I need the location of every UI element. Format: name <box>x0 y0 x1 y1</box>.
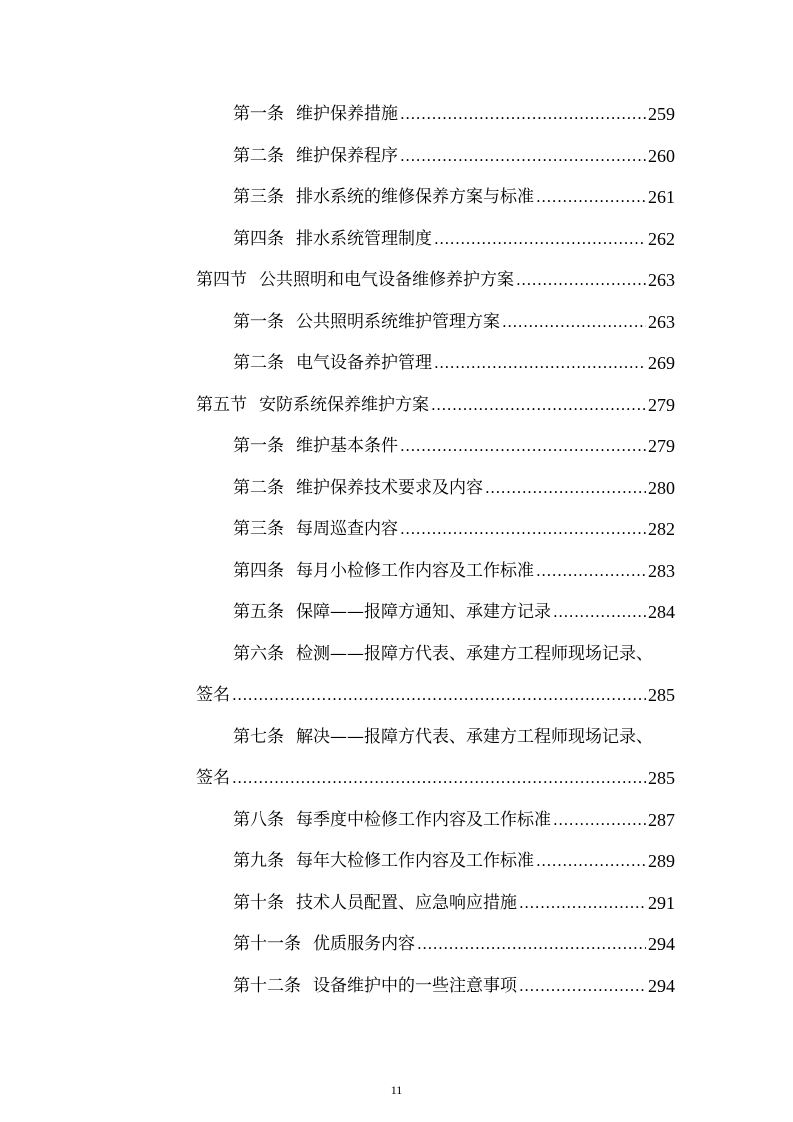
leader-dots <box>434 352 646 374</box>
toc-entry-page: 263 <box>648 312 675 332</box>
toc-entry[interactable] <box>233 884 675 914</box>
leader-dots <box>553 601 646 623</box>
toc-entry[interactable] <box>233 95 675 125</box>
toc-entry-number: 第十条 <box>233 893 284 913</box>
leader-dots <box>232 767 646 789</box>
toc-entry[interactable] <box>233 427 675 457</box>
toc-entry-number: 第一条 <box>233 104 284 124</box>
toc-entry-page: 285 <box>648 768 675 788</box>
toc-entry-title: 维护保养措施 <box>296 104 398 124</box>
toc-entry-number: 第二条 <box>233 478 284 498</box>
toc-section-entry[interactable] <box>196 261 675 291</box>
leader-dots <box>400 145 646 167</box>
toc-entry[interactable] <box>233 137 675 167</box>
toc-entry-title: 安防系统保养维护方案 <box>259 395 429 415</box>
toc-entry-number: 第十一条 <box>233 934 301 954</box>
toc-entry-number: 第三条 <box>233 187 284 207</box>
toc-entry-title: 维护保养技术要求及内容 <box>296 478 483 498</box>
leader-dots <box>232 684 646 706</box>
toc-entry-page: 260 <box>648 146 675 166</box>
leader-dots <box>536 850 646 872</box>
toc-entry[interactable] <box>233 635 675 665</box>
toc-entry-title: 优质服务内容 <box>313 934 415 954</box>
leader-dots <box>519 892 646 914</box>
toc-entry[interactable] <box>233 469 675 499</box>
toc-entry-title: 解决——报障方代表、承建方工程师现场记录、 <box>296 727 653 747</box>
toc-entry-title: 维护保养程序 <box>296 146 398 166</box>
toc-entry-title: 维护基本条件 <box>296 436 398 456</box>
toc-entry-number: 第五节 <box>196 395 247 415</box>
toc-entry-page: 279 <box>648 395 675 415</box>
leader-dots <box>417 933 646 955</box>
leader-dots <box>431 394 646 416</box>
toc-entry-title: 电气设备养护管理 <box>296 353 432 373</box>
toc-entry-page: 287 <box>648 810 675 830</box>
leader-dots <box>516 269 646 291</box>
toc-entry-page: 262 <box>648 229 675 249</box>
toc-entry[interactable] <box>233 842 675 872</box>
toc-entry[interactable] <box>233 925 675 955</box>
toc-entry-title: 每季度中检修工作内容及工作标准 <box>296 810 551 830</box>
toc-entry-number: 第五条 <box>233 602 284 622</box>
toc-entry-page: 294 <box>648 976 675 996</box>
toc-entry[interactable] <box>233 303 675 333</box>
toc-entry-number: 第四节 <box>196 270 247 290</box>
toc-entry-number: 第二条 <box>233 353 284 373</box>
toc-entry-page: 263 <box>648 270 675 290</box>
toc-entry[interactable] <box>233 178 675 208</box>
toc-entry-title: 检测——报障方代表、承建方工程师现场记录、 <box>296 644 653 664</box>
toc-entry-page: 279 <box>648 436 675 456</box>
toc-entry-number: 第六条 <box>233 644 284 664</box>
toc-entry[interactable] <box>233 718 675 748</box>
toc-entry-title: 每周巡查内容 <box>296 519 398 539</box>
leader-dots <box>519 975 646 997</box>
toc-entry-number: 第二条 <box>233 146 284 166</box>
toc-entry-title-continued: 签名 <box>196 768 230 788</box>
toc-entry-page: 285 <box>648 685 675 705</box>
toc-entry-number: 第八条 <box>233 810 284 830</box>
toc-entry-page: 289 <box>648 851 675 871</box>
toc-entry[interactable] <box>233 593 675 623</box>
leader-dots <box>485 477 646 499</box>
toc-entry-number: 第十二条 <box>233 976 301 996</box>
toc-entry-page: 294 <box>648 934 675 954</box>
leader-dots <box>502 311 646 333</box>
toc-entry-page: 291 <box>648 893 675 913</box>
toc-entry-title: 排水系统的维修保养方案与标准 <box>296 187 534 207</box>
toc-entry[interactable] <box>233 220 675 250</box>
leader-dots <box>400 103 646 125</box>
toc-entry[interactable] <box>233 801 675 831</box>
toc-entry-page: 259 <box>648 104 675 124</box>
toc-entry-number: 第九条 <box>233 851 284 871</box>
toc-entry-page: 269 <box>648 353 675 373</box>
toc-entry[interactable] <box>233 552 675 582</box>
toc-entry-page: 284 <box>648 602 675 622</box>
leader-dots <box>434 228 646 250</box>
toc-entry-title: 公共照明系统维护管理方案 <box>296 312 500 332</box>
toc-entry-title: 保障——报障方通知、承建方记录 <box>296 602 551 622</box>
toc-entry-title-continued: 签名 <box>196 685 230 705</box>
leader-dots <box>400 518 646 540</box>
leader-dots <box>400 435 646 457</box>
toc-section-entry[interactable] <box>196 386 675 416</box>
toc-entry-number: 第四条 <box>233 229 284 249</box>
leader-dots <box>553 809 646 831</box>
toc-entry-title: 设备维护中的一些注意事项 <box>313 976 517 996</box>
toc-entry-number: 第七条 <box>233 727 284 747</box>
toc-entry[interactable] <box>233 344 675 374</box>
toc-entry-number: 第一条 <box>233 312 284 332</box>
toc-entry[interactable] <box>233 967 675 997</box>
toc-entry-title: 排水系统管理制度 <box>296 229 432 249</box>
leader-dots <box>536 186 646 208</box>
toc-entry-title: 公共照明和电气设备维修养护方案 <box>259 270 514 290</box>
toc-entry-title: 每月小检修工作内容及工作标准 <box>296 561 534 581</box>
footer-page-number: 11 <box>390 1083 403 1097</box>
toc-entry-title: 每年大检修工作内容及工作标准 <box>296 851 534 871</box>
toc-entry-page: 261 <box>648 187 675 207</box>
toc-entry-number: 第三条 <box>233 519 284 539</box>
toc-entry-continuation[interactable] <box>196 759 675 789</box>
toc-entry-page: 282 <box>648 519 675 539</box>
toc-entry-page: 283 <box>648 561 675 581</box>
toc-entry-title: 技术人员配置、应急响应措施 <box>296 893 517 913</box>
toc-entry-number: 第四条 <box>233 561 284 581</box>
toc-entry[interactable] <box>233 510 675 540</box>
toc-entry-continuation[interactable] <box>196 676 675 706</box>
toc-entry-page: 280 <box>648 478 675 498</box>
leader-dots <box>536 560 646 582</box>
toc-entry-number: 第一条 <box>233 436 284 456</box>
